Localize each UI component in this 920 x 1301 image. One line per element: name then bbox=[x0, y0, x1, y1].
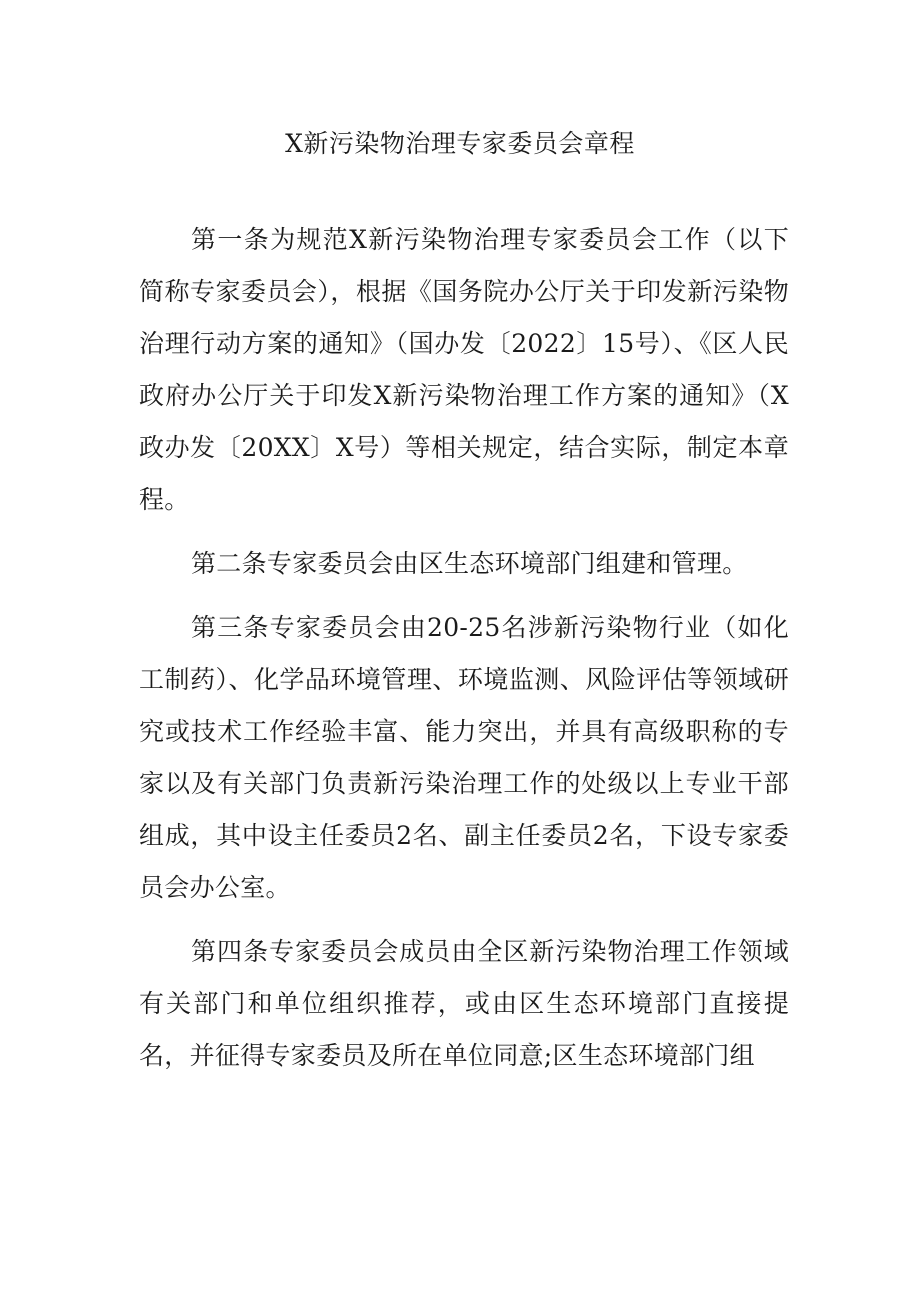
document-title: X新污染物治理专家委员会章程 bbox=[285, 129, 635, 158]
article-2-paragraph: 第二条专家委员会由区生态环境部门组建和管理。 bbox=[191, 549, 748, 578]
article-1-paragraph: 第一条为规范X新污染物治理专家委员会工作（以下简称专家委员会），根据《国务院办公厅关于印发新污染物治理行动方案的通知》（国办发〔2022〕15号）、《区人民政府办公厅关于印发X新污染物治理工作方案的通知》（X政办发〔20XX〕X号）等相关规定，结合实际，制定本章程。 bbox=[139, 225, 789, 514]
document-body bbox=[139, 214, 789, 1094]
article-4-paragraph: 第四条专家委员会成员由全区新污染物治理工作领域有关部门和单位组织推荐，或由区生态环境部门直接提名，并征得专家委员及所在单位同意;区生态环境部门组 bbox=[139, 937, 789, 1070]
article-3-paragraph: 第三条专家委员会由20-25名涉新污染物行业（如化工制药）、化学品环境管理、环境监测、风险评估等领域研究或技术工作经验丰富、能力突出，并具有高级职称的专家以及有关部门负责新污染治理工作的处级以上专业干部组成，其中设主任委员2名、副主任委员2名，下设专家委员会办公室。 bbox=[139, 613, 789, 902]
